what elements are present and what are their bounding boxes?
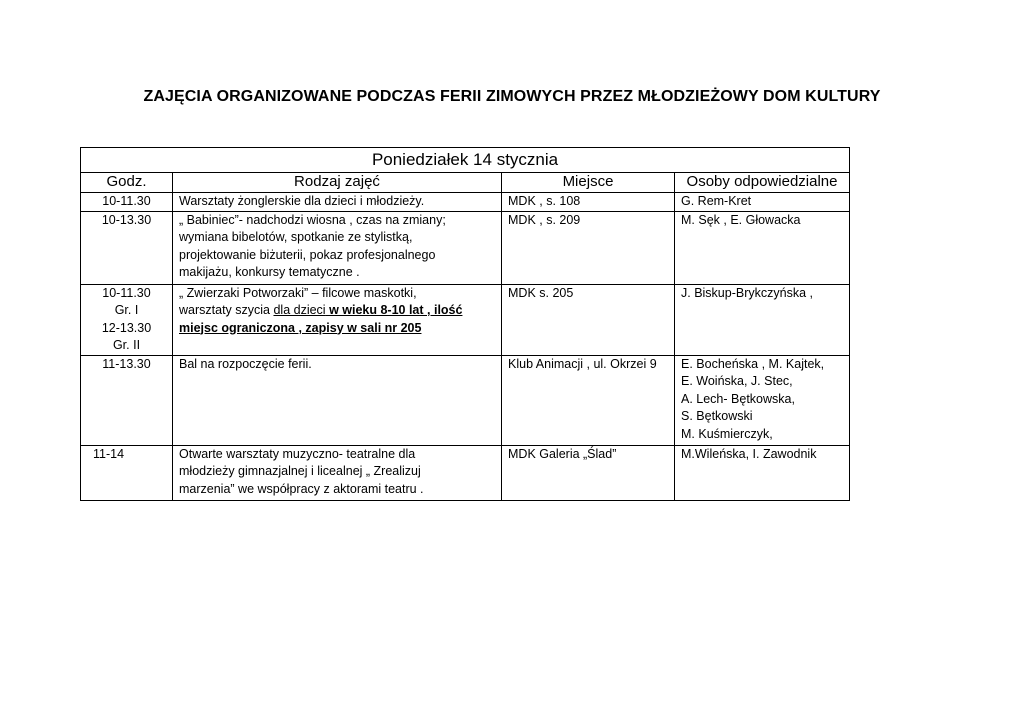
time-text: 11-13.30 <box>102 356 151 371</box>
column-header-place: Miejsce <box>502 173 675 193</box>
column-header-persons: Osoby odpowiedzialne <box>675 173 850 193</box>
activity-text: młodzieży gimnazjalnej i licealnej „ Zrealizuj <box>179 464 421 478</box>
schedule-table <box>80 147 850 501</box>
activity-text: makijażu, konkursy tematyczne . <box>179 265 360 279</box>
activity-cell <box>173 193 502 212</box>
time-cell <box>81 211 173 284</box>
activity-cell <box>173 211 502 284</box>
table-row <box>81 211 850 284</box>
activity-text: Otwarte warsztaty muzyczno- teatralne dla <box>179 446 416 461</box>
person-name: M. Sęk , E. Głowacka <box>681 212 801 227</box>
activity-text: projektowanie biżuterii, pokaz profesjonalnego <box>179 247 436 262</box>
activity-text <box>179 302 495 320</box>
person-name: S. Bętkowski <box>681 409 753 423</box>
activity-text: wymiana bibelotów, spotkanie ze stylistką, <box>179 230 413 244</box>
activity-cell <box>173 355 502 445</box>
time-text: 12-13.30 <box>101 320 152 335</box>
persons-cell <box>675 211 850 284</box>
activity-text-underlined: dla dzieci <box>273 303 326 317</box>
person-name: M.Wileńska, I. Zawodnik <box>681 446 817 461</box>
activity-cell <box>173 284 502 355</box>
time-cell <box>81 445 173 500</box>
activity-text-plain: warsztaty szycia <box>179 303 274 317</box>
activity-text: marzenia” we współpracy z aktorami teatru . <box>179 481 424 496</box>
column-header-time: Godz. <box>81 173 173 193</box>
person-name: E. Bocheńska , M. Kajtek, <box>681 356 825 371</box>
activity-text: Warsztaty żonglerskie dla dzieci i młodzieży. <box>179 194 425 208</box>
activity-text-bold: miejsc ograniczona , zapisy w sali nr 205 <box>179 320 422 335</box>
place-cell: MDK s. 205 <box>502 284 675 355</box>
activity-cell <box>173 445 502 500</box>
time-cell <box>81 193 173 212</box>
group-label: Gr. I <box>114 303 139 317</box>
day-heading: Poniedziałek 14 stycznia <box>81 148 850 173</box>
person-name: A. Lech- Bętkowska, <box>681 391 795 406</box>
persons-cell <box>675 355 850 445</box>
table-row <box>81 355 850 445</box>
place-cell: MDK , s. 209 <box>502 211 675 284</box>
persons-cell <box>675 284 850 355</box>
person-name: G. Rem-Kret <box>681 194 752 208</box>
place-cell: MDK , s. 108 <box>502 193 675 212</box>
activity-text-bold: w wieku 8-10 lat , ilość <box>325 303 463 317</box>
time-cell <box>81 284 173 355</box>
persons-cell <box>675 193 850 212</box>
table-row <box>81 445 850 500</box>
column-header-activity: Rodzaj zajęć <box>173 173 502 193</box>
table-row <box>81 284 850 355</box>
column-header-row <box>81 173 850 193</box>
table-row <box>81 193 850 212</box>
day-header-row <box>81 148 850 173</box>
time-text: 11-14 <box>93 446 125 461</box>
document-title: ZAJĘCIA ORGANIZOWANE PODCZAS FERII ZIMOWYCH PRZEZ MŁODZIEŻOWY DOM KULTURY <box>143 88 881 105</box>
place-cell: Klub Animacji , ul. Okrzei 9 <box>502 355 675 445</box>
time-cell <box>81 355 173 445</box>
activity-text: „ Zwierzaki Potworzaki” – filcowe maskotki, <box>179 285 417 300</box>
person-name: E. Woińska, J. Stec, <box>681 374 793 388</box>
person-name: M. Kuśmierczyk, <box>681 426 773 441</box>
time-text: 10-13.30 <box>101 212 152 227</box>
activity-text: „ Babiniec”- nadchodzi wiosna , czas na zmiany; <box>179 212 446 227</box>
activity-text: Bal na rozpoczęcie ferii. <box>179 356 312 371</box>
time-text: 10-11.30 <box>102 194 151 208</box>
person-name: J. Biskup-Brykczyńska , <box>681 285 813 300</box>
group-label: Gr. II <box>112 338 141 352</box>
persons-cell <box>675 445 850 500</box>
place-cell: MDK Galeria „Ślad” <box>502 445 675 500</box>
time-text: 10-11.30 <box>102 285 151 300</box>
